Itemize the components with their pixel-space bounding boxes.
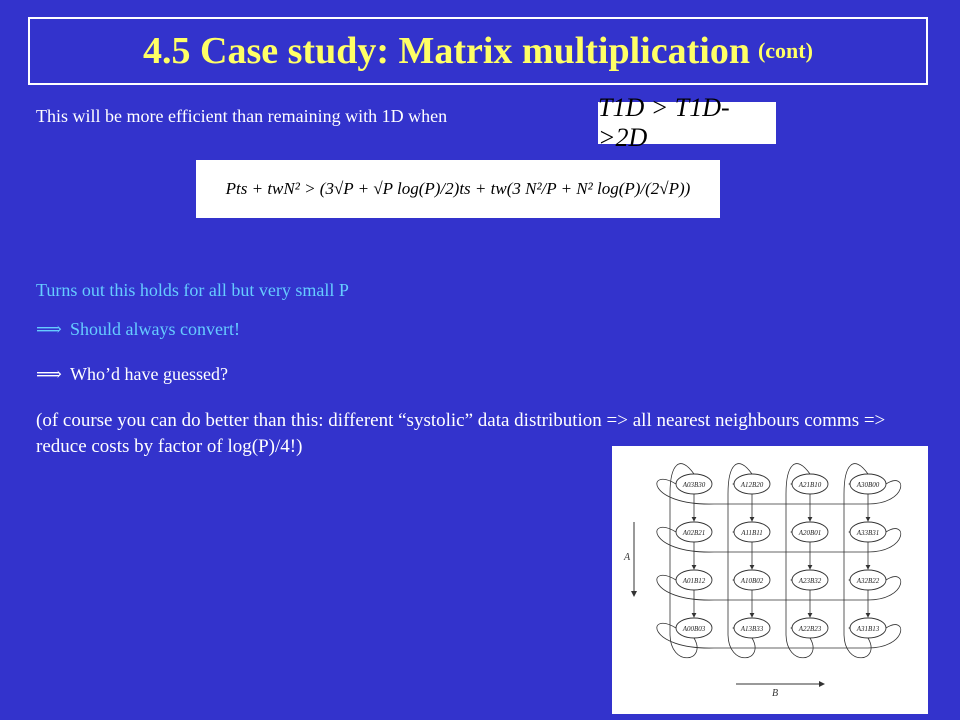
title-box — [28, 17, 928, 85]
processor-node-label: A10B02 — [740, 577, 764, 585]
processor-node-label: A12B20 — [740, 481, 764, 489]
processor-node-label: A30B00 — [856, 481, 880, 489]
bullet-line-2 — [36, 319, 240, 340]
formula-inequality-text: Pts + twN² > (3√P + √P log(P)/2)ts + tw(3 N²/P + N² log(P)/(2√P)) — [225, 179, 691, 198]
processor-node-label: A00B03 — [682, 625, 706, 633]
processor-node-label: A23B32 — [798, 577, 822, 585]
page-title: 4.5 Case study: Matrix multiplication — [143, 30, 750, 72]
systolic-diagram — [612, 446, 928, 714]
processor-node-label: A13B33 — [740, 625, 764, 633]
bullet-line-2-text: Should always convert! — [70, 319, 240, 339]
formula-condition-text: T1D > T1D->2D — [598, 93, 730, 152]
systolic-diagram-svg — [612, 446, 928, 714]
processor-node-label: A33B31 — [856, 529, 880, 537]
processor-node-label: A31B13 — [856, 625, 880, 633]
processor-node-label: A22B23 — [798, 625, 822, 633]
implies-arrow-icon: ⟹ — [36, 364, 62, 384]
page-title-suffix: (cont) — [757, 38, 813, 63]
processor-node-label: A02B21 — [682, 529, 706, 537]
formula-condition — [598, 93, 776, 152]
axis-a-label: A — [624, 552, 631, 563]
processor-node-label: A11B11 — [741, 529, 763, 537]
note-paragraph: (of course you can do better than this: different “systolic” data distribution => all nearest neighbours comms => reduce costs by factor of log(P)/4!) — [36, 410, 886, 457]
processor-node-label: A20B01 — [798, 529, 822, 537]
intro-text: This will be more efficient than remaining with 1D when — [36, 106, 448, 126]
bullet-line-3 — [36, 364, 228, 385]
processor-node-label: A32B22 — [856, 577, 880, 585]
bullet-line-3-text: Who’d have guessed? — [70, 364, 228, 384]
processor-node-label: A03B30 — [682, 481, 706, 489]
processor-node-label: A21B10 — [798, 481, 822, 489]
formula-inequality — [196, 160, 720, 218]
processor-node-label: A01B12 — [682, 577, 706, 585]
axis-b-label: B — [772, 688, 779, 699]
bullet-line-1: Turns out this holds for all but very small P — [36, 280, 349, 300]
implies-arrow-icon: ⟹ — [36, 319, 62, 339]
